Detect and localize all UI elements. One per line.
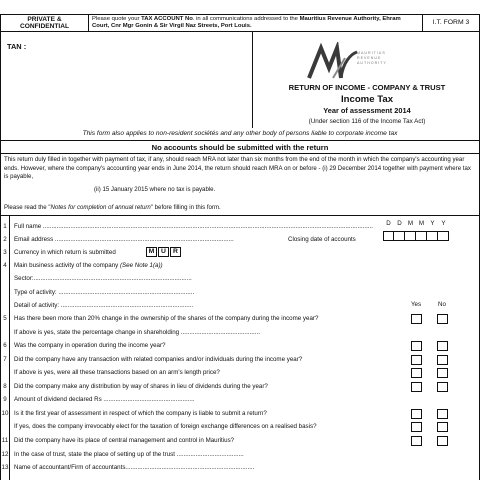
question-row: [1, 420, 480, 433]
no-column-label: No: [438, 301, 446, 308]
question-row: [1, 312, 480, 325]
note-pre: Please quote your: [92, 16, 142, 22]
instructions-text: This return duly filled in together with payment of tax, if any, should reach MRA not later than six months from the end of the month in which the company's accounting year ends. However, where the company's accounting year ends in June 2014, the return should reach MRA on or before - (i) 29 December 2014 together with payment where tax is payable,: [4, 156, 471, 181]
question-label: Name of accountant/Firm of accountants...........................................................................: [14, 464, 255, 471]
question-row: [1, 220, 480, 233]
question-number: 9: [3, 396, 7, 403]
form-subtitle: Income Tax: [340, 94, 394, 105]
question-row: [1, 448, 480, 461]
question-number: 11: [1, 437, 9, 444]
question-label: Email address ........................................................................................................: [14, 236, 234, 243]
question-text: [14, 451, 244, 458]
yes-checkbox[interactable]: [411, 355, 422, 365]
currency-letter-box: U: [158, 247, 169, 257]
question-text: [14, 329, 260, 336]
yes-checkbox[interactable]: [411, 341, 422, 351]
authority-line-2: REVENUE: [357, 56, 382, 61]
read-notes: [4, 204, 221, 213]
yes-column-label: Yes: [410, 301, 422, 308]
no-checkbox[interactable]: [437, 355, 448, 365]
no-checkbox[interactable]: [437, 382, 448, 392]
applicability-note: This form also applies to non-resident sociétés and any other body of persons liable to corporate income tax: [0, 128, 480, 141]
question-row: [1, 326, 480, 339]
date-format-letter: Y: [430, 220, 435, 227]
question-number: 4: [3, 262, 7, 269]
closing-date-label: Closing date of accounts: [288, 236, 356, 243]
question-label: Type of activity: ...............................................................................: [14, 289, 195, 296]
no-checkbox[interactable]: [437, 341, 448, 351]
confidential-line: CONFIDENTIAL: [19, 23, 70, 30]
question-label: Did the company make any distribution by way of shares in lieu of dividends during the year?: [14, 383, 268, 390]
form-id: I.T. FORM 3: [432, 18, 470, 26]
question-row: [1, 393, 480, 406]
question-text: [14, 437, 234, 444]
private-line: PRIVATE &: [27, 15, 62, 23]
date-format-letter: M: [407, 220, 414, 227]
question-text: [14, 249, 116, 256]
question-label: Amount of dividend declared Rs .....................................................: [14, 396, 195, 403]
currency-letter-box: R: [170, 247, 181, 257]
question-label: Did the company have its place of central management and control in Mauritius?: [14, 437, 235, 444]
date-format-letter: Y: [441, 220, 446, 227]
question-text: [14, 423, 317, 430]
question-text: [14, 236, 234, 243]
question-label: Did the company have any transaction with related companies and/or individuals during the income year?: [14, 356, 303, 363]
question-label: If above is yes, were all these transactions based on an arm's length price?: [14, 369, 220, 376]
tan-block: [0, 32, 480, 128]
question-row: [1, 434, 480, 447]
question-text: [14, 464, 254, 471]
question-row: [1, 286, 480, 299]
header-strip: [0, 14, 480, 32]
question-number: 5: [3, 315, 7, 322]
yes-checkbox[interactable]: [411, 436, 422, 446]
question-number: 7: [3, 356, 7, 363]
question-text: [14, 410, 267, 417]
question-row: [1, 366, 480, 379]
question-text: [14, 342, 165, 349]
assessment-year: Year of assessment 2014: [323, 106, 411, 115]
question-text: [14, 275, 192, 282]
question-label: Is it the first year of assessment in respect of which the company is liable to submit a return?: [14, 410, 267, 417]
question-row: [1, 246, 480, 259]
yes-checkbox[interactable]: [411, 382, 422, 392]
question-text: [14, 262, 163, 269]
question-row: [1, 407, 480, 420]
mra-logo-icon: [307, 42, 359, 82]
question-number: 2: [3, 236, 7, 243]
no-checkbox[interactable]: [437, 436, 448, 446]
question-label: Was the company in operation during the income year?: [14, 342, 166, 349]
question-number: 13: [1, 464, 9, 471]
question-label: Detail of activity: .............................................................................: [14, 302, 194, 309]
instructions-sub: (ii) 15 January 2015 where no tax is payable.: [94, 185, 216, 193]
question-number: 6: [3, 342, 7, 349]
no-checkbox[interactable]: [437, 368, 448, 378]
currency-code-field[interactable]: [146, 247, 182, 257]
tan-label: TAN :: [7, 42, 27, 51]
no-checkbox[interactable]: [437, 409, 448, 419]
question-label: In the case of trust, state the place of setting up of the trust .......................................: [14, 451, 244, 458]
question-row: [1, 339, 480, 352]
question-number: 1: [3, 223, 7, 230]
question-text: [14, 223, 373, 230]
question-text: [14, 356, 302, 363]
yes-checkbox[interactable]: [411, 368, 422, 378]
question-label: Sector:............................................................................................: [14, 275, 192, 282]
question-number: 3: [3, 249, 7, 256]
instructions: [0, 154, 480, 216]
question-text: [14, 315, 318, 322]
read-post: " before filling in this form.: [150, 204, 221, 211]
date-format-letter: D: [386, 220, 391, 227]
question-text: [14, 383, 268, 390]
act-reference: (Under section 116 of the Income Tax Act): [308, 118, 426, 125]
question-number: 8: [3, 383, 7, 390]
question-row: [1, 259, 480, 272]
question-row: [1, 233, 480, 246]
notes-reference: Notes for completion of annual return: [50, 204, 151, 211]
currency-letter-box: M: [146, 247, 157, 257]
question-number: 10: [1, 410, 9, 417]
question-text: [14, 396, 195, 403]
question-label: Main business activity of the company: [14, 262, 120, 269]
question-label: Full name ................................................................................................................................................................................................: [14, 223, 373, 230]
yes-checkbox[interactable]: [411, 409, 422, 419]
question-text: [14, 302, 193, 309]
question-row: [1, 380, 480, 393]
authority-line-1: MAURITIUS: [357, 51, 386, 55]
header-note: [89, 15, 423, 31]
questions-section: [0, 216, 480, 480]
yes-checkbox[interactable]: [411, 314, 422, 324]
no-checkbox[interactable]: [437, 422, 448, 432]
question-text: [14, 289, 194, 296]
question-row: [1, 353, 480, 366]
authority-line-3: AUTHORITY: [357, 61, 387, 66]
authority-text: [357, 51, 387, 67]
question-label: Currency in which return is submitted: [14, 249, 116, 256]
question-label: If yes, does the company irrevocably elect for the taxation of foreign exchange differences on a realised basis?: [14, 423, 317, 430]
form-title: RETURN OF INCOME - COMPANY & TRUST: [288, 83, 446, 92]
mra-address: Mauritius Revenue Authority, Ehram Court, Cnr Mgr Gonin & Sir Virgil Naz Streets, Port Louis.: [92, 16, 401, 30]
read-pre: Please read the ": [4, 204, 51, 211]
private-confidential-label: [1, 15, 89, 31]
question-text: [14, 369, 220, 376]
question-label: Has there been more than 20% change in the ownership of the shares of the company during the income year?: [14, 315, 319, 322]
no-accounts-notice: No accounts should be submitted with the return: [0, 141, 480, 154]
question-row: [1, 461, 480, 474]
question-row: [1, 299, 480, 312]
note-mid: . in all communications addressed to the: [192, 16, 300, 22]
no-checkbox[interactable]: [437, 314, 448, 324]
note-reference: (See Note 1(a)): [119, 262, 163, 269]
date-format-letter: M: [418, 220, 425, 227]
yes-checkbox[interactable]: [411, 422, 422, 432]
date-format-letter: D: [397, 220, 402, 227]
question-label: If above is yes, state the percentage change in shareholding ..............................................: [14, 329, 260, 336]
tax-account-label: TAX ACCOUNT No: [141, 16, 193, 22]
question-row: [1, 272, 480, 285]
question-number: 12: [1, 451, 9, 458]
